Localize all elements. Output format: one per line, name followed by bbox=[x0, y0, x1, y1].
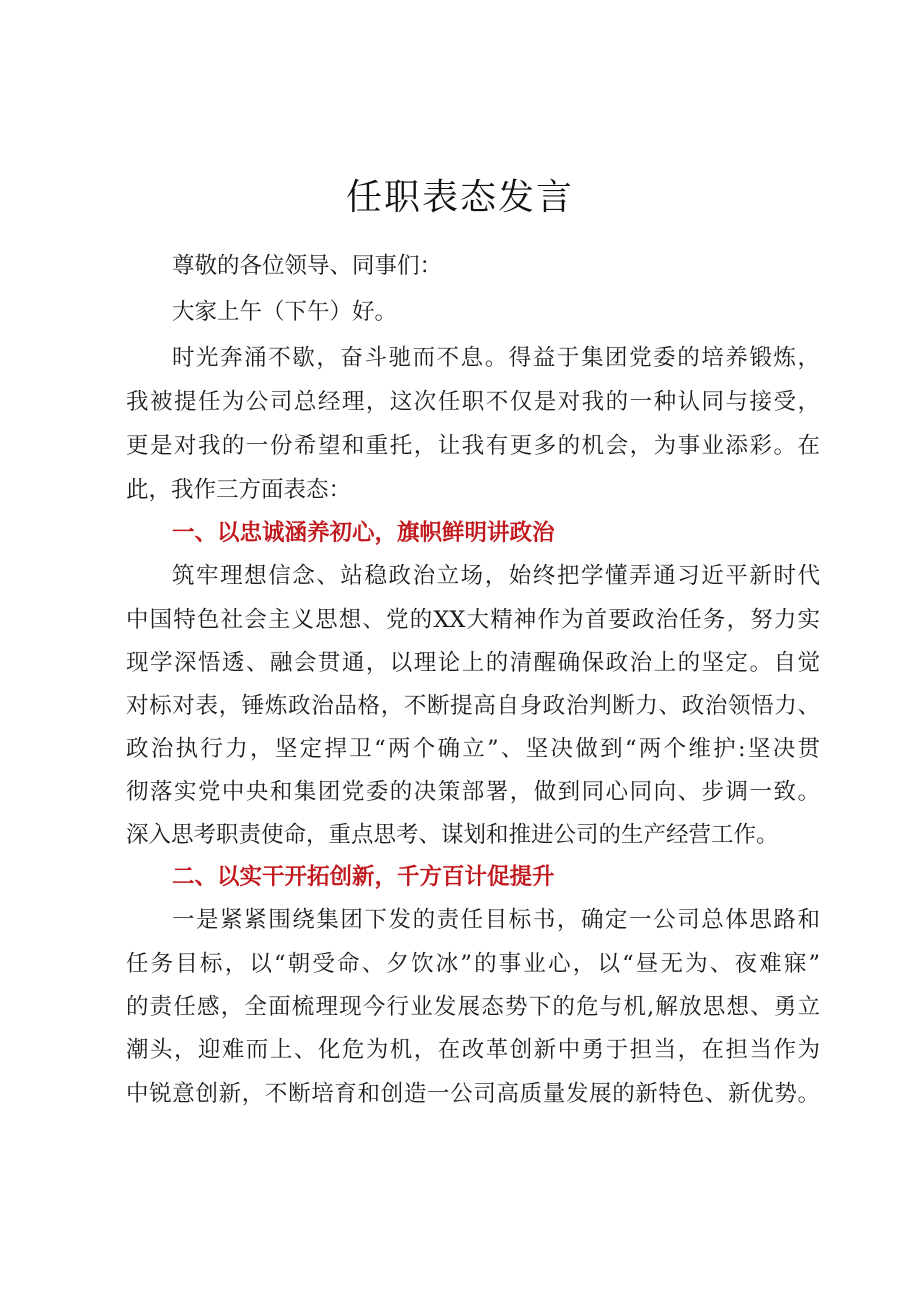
greeting: 大家上午（下午）好。 bbox=[172, 299, 398, 325]
salutation: 尊敬的各位领导、同事们： bbox=[172, 253, 443, 279]
section-1-line: 中国特色社会主义思想、党的XX大精神作为首要政治任务，努力实 bbox=[126, 607, 820, 633]
section-1-heading: 一、以忠诚涵养初心，旗帜鲜明讲政治 bbox=[172, 520, 555, 546]
document-title: 任职表态发言 bbox=[345, 177, 574, 218]
section-1-line: 深入思考职责使命，重点思考、谋划和推进公司的生产经营工作。 bbox=[126, 822, 779, 848]
intro-line: 更是对我的一份希望和重托，让我有更多的机会，为事业添彩。在 bbox=[126, 433, 820, 459]
section-2-heading: 二、以实干开拓创新，千方百计促提升 bbox=[172, 864, 555, 890]
section-1-line: 政治执行力，坚定捍卫“两个确立”、坚决做到“两个维护:坚决贯 bbox=[126, 736, 820, 762]
section-2-line: 的责任感，全面梳理现今行业发展态势下的危与机,解放思想、勇立 bbox=[126, 994, 820, 1020]
section-2-line: 中锐意创新，不断培育和创造一公司高质量发展的新特色、新优势。 bbox=[126, 1081, 820, 1107]
section-1-line: 对标对表，锤炼政治品格，不断提高自身政治判断力、政治领悟力、 bbox=[126, 693, 820, 719]
section-1-line: 彻落实党中央和集团党委的决策部署，做到同心同向、步调一致。 bbox=[126, 779, 820, 805]
intro-line: 时光奔涌不歇，奋斗驰而不息。得益于集团党委的培养锻炼， bbox=[172, 345, 820, 371]
intro-line: 我被提任为公司总经理，这次任职不仅是对我的一种认同与接受， bbox=[126, 389, 820, 415]
section-1-line: 筑牢理想信念、站稳政治立场，始终把学懂弄通习近平新时代 bbox=[172, 563, 820, 589]
section-1-line: 现学深悟透、融会贯通，以理论上的清醒确保政治上的坚定。自觉 bbox=[126, 650, 820, 676]
section-2-line: 潮头，迎难而上、化危为机，在改革创新中勇于担当，在担当作为 bbox=[126, 1037, 820, 1063]
section-2-line: 一是紧紧围绕集团下发的责任目标书，确定一公司总体思路和 bbox=[172, 907, 820, 933]
intro-line: 此，我作三方面表态： bbox=[126, 477, 352, 503]
section-2-line: 任务目标，以“朝受命、夕饮冰”的事业心，以“昼无为、夜难寐” bbox=[126, 951, 820, 977]
